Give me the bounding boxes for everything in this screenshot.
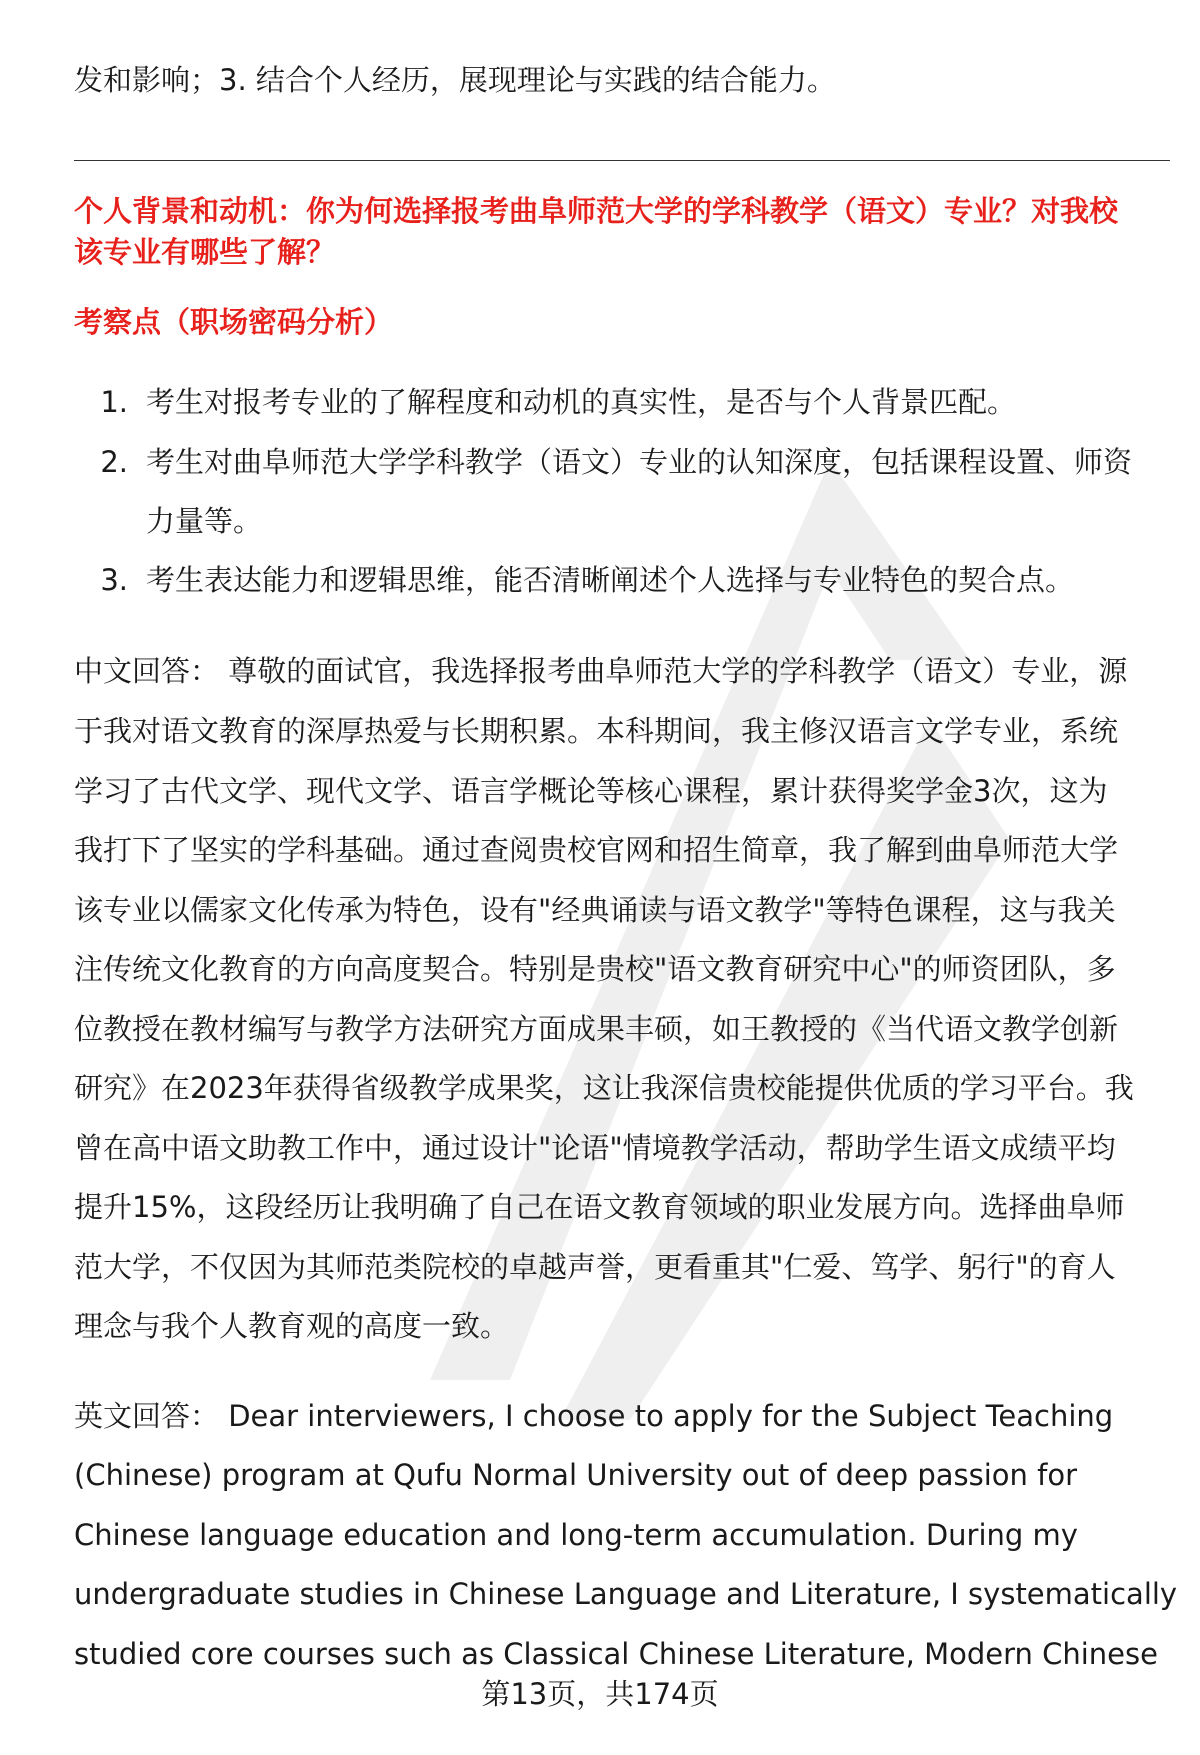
answer-line: 注传统文化教育的方向高度契合。特别是贵校"语文教育研究中心"的师资团队，多 [74,952,1116,986]
answer-line: studied core courses such as Classical Chinese Literature, Modern Chinese [74,1637,1158,1671]
list-item [74,382,1016,422]
list-number: 2. [100,445,128,479]
section-title: 考察点（职场密码分析） [74,305,394,339]
answer-line: 于我对语文教育的深厚热爱与长期积累。本科期间，我主修汉语言文学专业，系统 [74,714,1119,748]
list-number: 1. [100,385,128,419]
list-item [74,560,1074,600]
page-number: 第13页，共174页 [481,1677,719,1711]
answer-line: undergraduate studies in Chinese Language and Literature, I systematically [74,1577,1178,1611]
list-item-continuation: 力量等。 [146,504,263,538]
answer-line: 位教授在教材编写与教学方法研究方面成果丰硕，如王教授的《当代语文教学创新 [74,1012,1119,1046]
answer-line: 提升15%，这段经历让我明确了自己在语文教育领域的职业发展方向。选择曲阜师 [74,1190,1125,1224]
list-item-text: 考生表达能力和逻辑思维，能否清晰阐述个人选择与专业特色的契合点。 [146,563,1075,597]
answer-line: 学习了古代文学、现代文学、语言学概论等核心课程，累计获得奖学金3次，这为 [74,774,1108,808]
list-item [74,442,1132,482]
answer-line: 范大学，不仅因为其师范类院校的卓越声誉，更看重其"仁爱、笃学、躬行"的育人 [74,1250,1116,1284]
question-heading-line: 该专业有哪些了解？ [74,235,336,269]
list-item-text: 考生对报考专业的了解程度和动机的真实性，是否与个人背景匹配。 [146,385,1017,419]
answer-line: 中文回答： 尊敬的面试官，我选择报考曲阜师范大学的学科教学（语文）专业，源 [74,654,1128,688]
answer-line: 研究》在2023年获得省级教学成果奖，这让我深信贵校能提供优质的学习平台。我 [74,1071,1134,1105]
divider [74,160,1170,161]
answer-line: (Chinese) program at Qufu Normal University out of deep passion for [74,1458,1078,1492]
answer-line: 我打下了坚实的学科基础。通过查阅贵校官网和招生简章，我了解到曲阜师范大学 [74,833,1119,867]
list-number: 3. [100,563,128,597]
previous-text: 发和影响；3. 结合个人经历，展现理论与实践的结合能力。 [74,63,836,97]
answer-line: Chinese language education and long-term accumulation. During my [74,1518,1078,1552]
answer-line: 曾在高中语文助教工作中，通过设计"论语"情境教学活动，帮助学生语文成绩平均 [74,1131,1116,1165]
answer-line: 英文回答： Dear interviewers, I choose to apply for the Subject Teaching [74,1399,1114,1433]
question-heading-line: 个人背景和动机：你为何选择报考曲阜师范大学的学科教学（语文）专业？对我校 [74,194,1119,228]
answer-line: 理念与我个人教育观的高度一致。 [74,1309,510,1343]
answer-line: 该专业以儒家文化传承为特色，设有"经典诵读与语文教学"等特色课程，这与我关 [74,893,1116,927]
list-item-text: 考生对曲阜师范大学学科教学（语文）专业的认知深度，包括课程设置、师资 [146,445,1133,479]
